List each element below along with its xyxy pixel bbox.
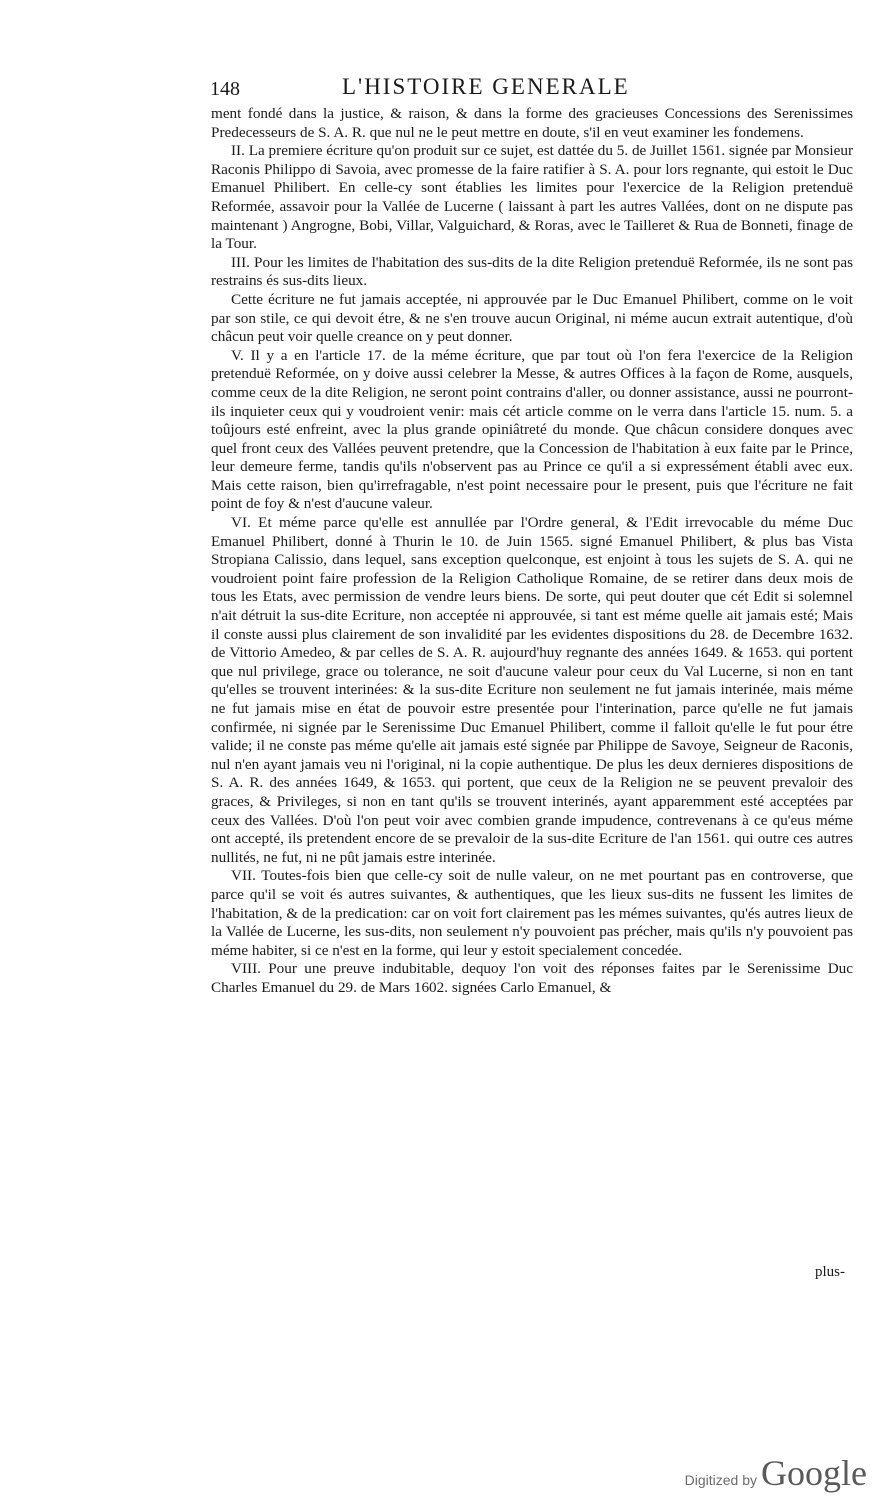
page-header — [210, 74, 850, 104]
google-logo: Google — [761, 1453, 867, 1493]
paragraph-article-5: V. Il y a en l'article 17. de la méme écriture, que par tout où l'on fera l'exercice de la Religion pretenduë Reformée, on y doive aussi celebrer la Messe, & autres Offices à la façon de Rome, ausquels, comme ceux de la dite Religion, ne seront point contrains d'aller, ou donner assistance, aussi ne pourront-ils inquieter ceux qui y voudroient venir: mais cét article comme on le verra dans l'article 15. num. 5. a toûjours esté enfreint, avec la plus grande opiniâtreté du monde. Que châcun considere donques avec quel front ceux des Vallées peuvent pretendre, que la Concession de l'habitation à eux faite par le Prince, leur demeure ferme, tandis qu'ils n'observent pas au Prince ce qu'il a si expressément établi avec eux. Mais cette raison, bien qu'irrefragable, n'est point necessaire pour le present, puis que l'écriture ne fait point de foy & n'est d'aucune valeur. — [211, 346, 853, 513]
watermark-prefix: Digitized by — [684, 1472, 758, 1488]
paragraph-article-8: VIII. Pour une preuve indubitable, dequoy l'on voit des réponses faites par le Serenissime Duc Charles Emanuel du 29. de Mars 1602. signées Carlo Emanuel, & — [211, 960, 853, 996]
page-number: 148 — [210, 78, 240, 100]
paragraph-article-2: II. La premiere écriture qu'on produit sur ce sujet, est dattée du 5. de Juillet 1561. signée par Monsieur Raconis Philippo di Savoia, avec promesse de la faire ratifier à S. A. pour lors regnante, qui estoit le Duc Emanuel Philibert. En celle-cy sont établies les limites pour l'exercice de la Religion pretenduë Reformée, assavoir pour la Vallée de Lucerne ( laissant à part les autres Vallées, dont on ne dispute pas maintenant ) Angrogne, Bobi, Villar, Valguichard, & Roras, avec le Tailleret & Rua de Bonneti, finage de la Tour. — [211, 142, 853, 253]
digitized-watermark — [685, 1452, 867, 1494]
catchword: plus- — [815, 1264, 845, 1280]
paragraph-article-3: III. Pour les limites de l'habitation des sus-dits de la dite Religion pretenduë Reformée, ils ne sont pas restrains és sus-dits lieux. — [211, 253, 853, 290]
paragraph-continuation: ment fondé dans la justice, & raison, & dans la forme des gracieuses Concessions des Serenissimes Predecesseurs de S. A. R. que nul ne le peut mettre en doute, s'il en veut examiner les fondemens. — [211, 105, 853, 141]
running-title: L'HISTOIRE GENERALE — [342, 74, 630, 99]
body-text — [211, 105, 853, 998]
paragraph-article-7: VII. Toutes-fois bien que celle-cy soit de nulle valeur, on ne met pourtant pas en controverse, que parce qu'il se voit és autres suivantes, & authentiques, que les lieux sus-dits ne fussent les limites de l'habitation, & de la predication: car on voit fort clairement pas les mémes suivantes, qu'és autres lieux de la Vallée de Lucerne, les sus-dits, non seulement n'y pouvoient pas précher, mais qu'ils n'y pouvoient pas méme habiter, si ce n'est en la forme, qui leur y estoit specialement concedée. — [211, 867, 853, 959]
paragraph-commentary: Cette écriture ne fut jamais acceptée, ni approuvée par le Duc Emanuel Philibert, comme on le voit par son stile, ce qui devoit étre, & ne s'en trouve aucun Original, ni méme aucun extrait autentique, d'où châcun peut voir quelle creance on y peut donner. — [211, 290, 853, 346]
paragraph-article-6: VI. Et méme parce qu'elle est annullée par l'Ordre general, & l'Edit irrevocable du méme Duc Emanuel Philibert, donné à Thurin le 10. de Juin 1565. signé Emanuel Philibert, & plus bas Vista Stropiana Calissio, dans lequel, sans exception quelconque, est enjoint à tous les sujets de S. A. qui ne voudroient point faire profession de la Religion Catholique Romaine, de se retirer dans deux mois de tous les Etats, avec permission de vendre leurs biens. De sorte, qui peut douter que cét Edit si solemnel n'ait détruit la sus-dite Ecriture, non acceptée ni approuvée, si tant est méme quelle ait jamais esté; Mais il conste aussi plus clairement de son invalidité par les evidentes dispositions du 28. de Decembre 1632. de Vittorio Amedeo, & par celles de S. A. R. aujourd'huy regnante des années 1649. & 1653. qui portent que nul privilege, grace ou tolerance, ne soit d'aucune valeur pour ceux du Val Lucerne, si non en tant qu'elles se trouvent interinées: & la sus-dite Ecriture non seulement ne fut jamais interinée, mais méme ne fut jamais mise en état de pouvoir estre presentée pour l'interination, parce qu'elle ne fut jamais confirmée, ni signée par le Serenissime Duc Emanuel Philibert, comme il falloit qu'elle le fut pour étre valide; il ne conste pas méme qu'elle ait jamais esté signée par Philippe de Savoye, Seigneur de Raconis, nul n'en ayant jamais veu ni l'original, ni la copie authentique. De plus les deux dernieres dispositions de S. A. R. des années 1649, & 1653. qui portent, que ceux de la Religion ne se peuvent prevaloir des graces, & Privileges, si non en tant qu'ils se trouvent interinés, ayant apparemment esté acceptées par ceux des Vallées. D'où l'on peut voir avec combien grande impudence, contrevenans à ce qu'eus méme ont accepté, ils pretendent encore de se prevaloir de la sus-dite Ecriture de l'an 1561. qui outre ces autres nullités, ne fut, ni ne pût jamais estre interinée. — [211, 514, 853, 866]
